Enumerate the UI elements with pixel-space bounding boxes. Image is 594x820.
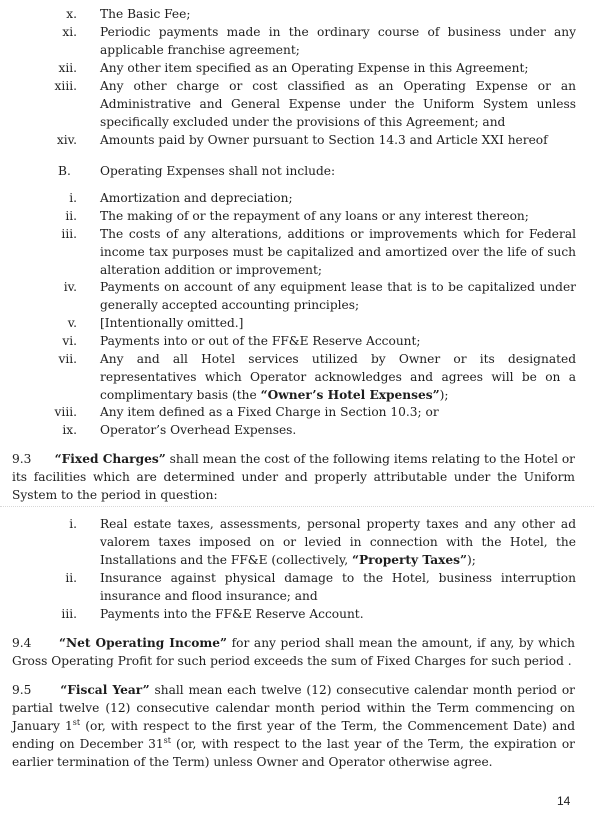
list-text: Amounts paid by Owner pursuant to Section 14.3 and Article XXI hereof [100,133,548,147]
list-number: ix. [62,423,77,437]
list-number: ii. [65,571,77,585]
list-text: Payments into the FF&E Reserve Account. [100,607,364,621]
list-number: iii. [61,227,77,241]
section-text: Operating Expenses shall not include: [100,164,336,178]
defined-term: “Fixed Charges” [54,452,166,466]
ordinal-suffix: st [72,717,81,727]
list-number: viii. [54,405,77,419]
list-text: Any other charge or cost classified as an Operating Expense or an Administrative and General Expense under the Uniform System unless specifically excluded under the provisions of this Agreement; and [100,79,576,129]
section-number: 9.3 [12,452,32,466]
list-text: Any item defined as a Fixed Charge in Section 10.3; or [100,405,439,419]
defined-term: “Property Taxes” [351,553,468,567]
list-text: Payments into or out of the FF&E Reserve Account; [100,334,421,348]
list-text: Periodic payments made in the ordinary course of business under any applicable franchise agreement; [100,25,576,57]
list-text: Any other item specified as an Operating Expense in this Agreement; [100,61,529,75]
section-number: 9.5 [12,683,32,697]
list-number: vii. [58,352,77,366]
list-text: Insurance against physical damage to the Hotel, business interruption insurance and flood insurance; and [100,571,576,603]
defined-term: “Owner’s Hotel Expenses” [260,388,440,402]
defined-term: “Net Operating Income” [58,636,228,650]
section-label: B. [58,164,71,178]
list-text-part: Any and all Hotel services utilized by Owner or its designated representatives which Operator acknowledges and agrees will be on a complimentary basis (the [100,352,576,402]
list-text: The Basic Fee; [100,7,191,21]
list-text: Operator’s Overhead Expenses. [100,423,297,437]
list-text: The costs of any alterations, additions or improvements which for Federal income tax purposes must be capitalized and amortized over the life of such alteration addition or improvement; [100,227,576,277]
section-text: for any period shall mean the amount, if any, by which Gross Operating Profit for such period exceeds the sum of Fixed Charges for such period . [12,636,575,668]
section-9-3 [12,450,575,504]
list-number: xiv. [56,133,77,147]
list-number: i. [69,517,77,531]
section-9-5 [12,681,575,771]
list-text: The making of or the repayment of any loans or any interest thereon; [100,209,529,223]
section-text: (or, with respect to the first year of the Term, the Commencement Date) and ending on December 31 [12,719,575,751]
list-number: i. [69,191,77,205]
defined-term: “Fiscal Year” [60,683,150,697]
ordinal-suffix: st [163,735,171,745]
list-text [100,350,576,404]
list-number: iii. [61,607,77,621]
list-text: [Intentionally omitted.] [100,316,244,330]
section-9-4 [12,634,575,670]
list-text: Payments on account of any equipment lease that is to be capitalized under generally accepted accounting principles; [100,280,576,312]
list-number: xi. [62,25,77,39]
list-number: ii. [65,209,77,223]
list-number: vi. [62,334,77,348]
divider [0,506,594,507]
list-number: xiii. [54,79,77,93]
list-text-part: Real estate taxes, assessments, personal property taxes and any other ad valorem taxes imposed on or levied in connection with the Hotel, the Installations and the FF&E (collectively, [100,517,576,567]
page-number: 14 [557,794,571,808]
list-text-part: ); [439,388,449,402]
section-text: shall mean each twelve (12) consecutive calendar month period or partial twelve (12) consecutive calendar month period within the Term commencing on January 1 [12,683,575,733]
list-text: Amortization and depreciation; [100,191,293,205]
list-text [100,515,576,569]
list-text-part: ); [467,553,476,567]
section-text: shall mean the cost of the following items relating to the Hotel or its facilities which are determined under and properly attributable under the Uniform System to the period in question: [12,452,576,502]
list-number: xii. [58,61,77,75]
section-text: (or, with respect to the last year of the Term, the expiration or earlier termination of the Term) unless Owner and Operator otherwise agree. [12,737,575,769]
list-number: iv. [63,280,77,294]
list-number: v. [67,316,77,330]
list-number: x. [66,7,77,21]
section-number: 9.4 [12,636,32,650]
